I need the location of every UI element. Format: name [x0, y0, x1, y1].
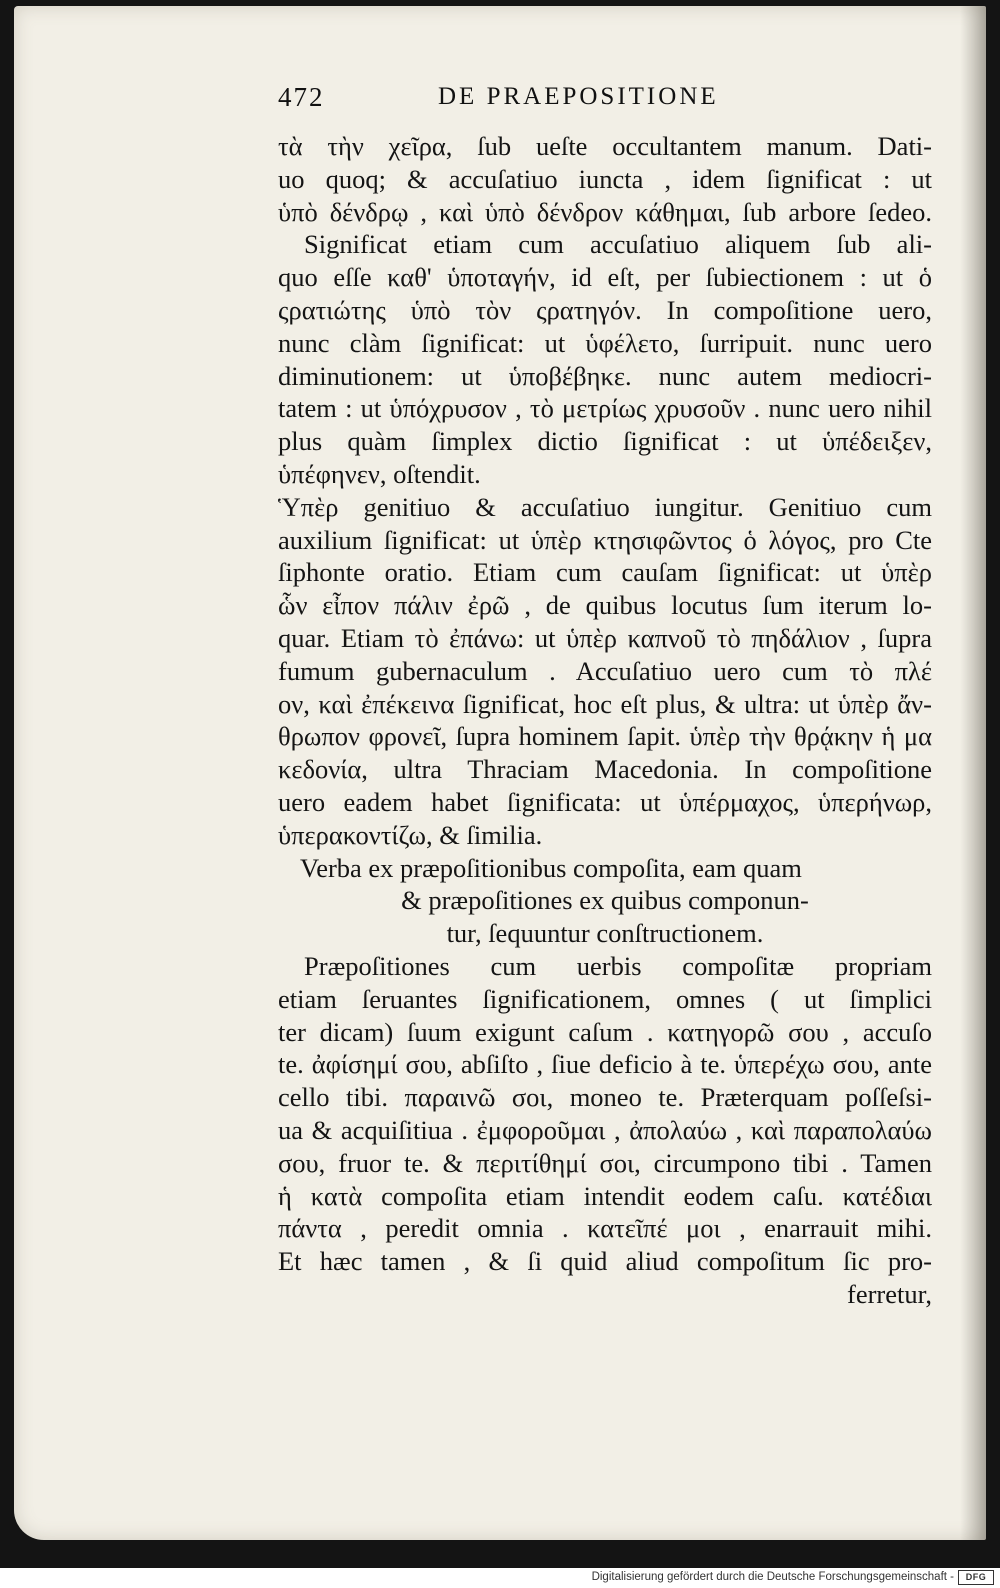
text-line: quar. Etiam τὸ ἐπάνω: ut ὑπὲρ καπνοῦ τὸ πηδάλιον , ſupra: [278, 622, 932, 653]
text-line: cello tibi. παραινῶ σοι, moneo te. Præterquam poſſeſsi-: [278, 1082, 932, 1113]
running-title: DE PRAEPOSITIONE: [438, 83, 719, 110]
text-line: plus quàm ſimplex dictio ſignificat : ut ὑπέδειξεν,: [278, 426, 932, 457]
text-line: ua & acquiſitiua . ἐμφοροῦμαι , ἀπολαύω , καὶ παραπολαύω: [278, 1114, 932, 1145]
text-line: tatem : ut ὑπόχρυσον , τὸ μετρίως χρυσοῦν . nunc uero nihil: [278, 393, 932, 424]
rule-heading-line: Verba ex præpoſitionibus compoſita, eam quam: [300, 852, 802, 883]
text-line: Significat etiam cum accuſatiuo aliquem ſub ali-: [304, 229, 932, 260]
text-line: ὑπέφηνεν, oſtendit.: [278, 458, 481, 489]
text-line: Præpoſitiones cum uerbis compoſitæ propriam: [304, 950, 932, 981]
text-line: diminutionem: ut ὑποβέβηκε. nunc autem mediocri-: [278, 360, 932, 391]
text-line: nunc clàm ſignificat: ut ὑφέλετο, ſurripuit. nunc uero: [278, 327, 932, 358]
text-line: ſiphonte oratio. Etiam cum cauſam ſignificat: ut ὑπὲρ: [278, 557, 932, 588]
text-line: auxilium ſignificat: ut ὑπὲρ κτησιφῶντος ὁ λόγος, pro Cte: [278, 524, 932, 555]
text-line: ὑπὸ δένδρῳ , καὶ ὑπὸ δένδρον κάθημαι, ſub arbore ſedeo.: [278, 196, 932, 227]
rule-heading-line: & præpoſitiones ex quibus componun-: [401, 885, 809, 916]
text-line: θρωπον φρονεῖ, ſupra hominem ſapit. ὑπὲρ τὴν θρᾴκην ἡ μα: [278, 721, 932, 752]
text-line: πάντα , peredit omnia . κατεῖπέ μοι , enarrauit mihi.: [278, 1213, 932, 1244]
text-line: uo quoq; & accuſatiuo iuncta , idem ſignificat : ut: [278, 163, 932, 194]
text-line: te. ἀφίσημί σου, abſiſto , ſiue deficio à te. ὑπερέχω σου, ante: [278, 1049, 932, 1080]
digitization-footer: [0, 1568, 1000, 1588]
page-header: [278, 82, 838, 116]
text-line: etiam ſeruantes ſignificationem, omnes ( ut ſimplici: [278, 983, 932, 1014]
rule-heading-line: tur, ſequuntur conſtructionem.: [446, 918, 764, 949]
text-line: Ὑπὲρ genitiuo & accuſatiuo iungitur. Genitiuo cum: [278, 491, 932, 522]
page-number: 472: [278, 82, 325, 112]
page-gutter-shadow: [960, 6, 986, 1540]
text-line: uero eadem habet ſignificata: ut ὑπέρμαχος, ὑπερήνωρ,: [278, 786, 932, 817]
funding-credit: Digitalisierung gefördert durch die Deutsche Forschungsgemeinschaft -: [591, 1571, 954, 1583]
text-line: σου, fruor te. & περιτίθημί σοι, circumpono tibi . Tamen: [278, 1147, 932, 1178]
catchword-line: ferretur,: [847, 1278, 932, 1309]
text-line: ον, καὶ ἐπέκεινα ſignificat, hoc eſt plus, & ultra: ut ὑπὲρ ἄν-: [278, 688, 932, 719]
dfg-logo: DFG: [958, 1570, 994, 1585]
text-block: [278, 130, 932, 1311]
text-line: ὧν εἶπον πάλιν ἐρῶ , de quibus locutus ſum iterum lo-: [278, 590, 932, 621]
text-line: Et hæc tamen , & ſi quid aliud compoſitum ſic pro-: [278, 1246, 932, 1277]
text-line: fumum gubernaculum . Accuſatiuo uero cum τὸ πλέ: [278, 655, 932, 686]
text-line: quo eſſe καθ' ὑποταγήν, id eſt, per ſubiectionem : ut ὁ: [278, 262, 932, 293]
text-line: ter dicam) ſuum exigunt caſum . κατηγορῶ σου , accuſo: [278, 1016, 932, 1047]
text-line: τὰ τὴν χεῖρα, ſub ueſte occultantem manum. Dati-: [278, 131, 932, 161]
text-line: κεδονία, ultra Thraciam Macedonia. In compoſitione: [278, 754, 932, 785]
text-line: ςρατιώτης ὑπὸ τὸν ςρατηγόν. In compoſitione uero,: [278, 294, 932, 325]
text-line: ἡ κατὰ compoſita etiam intendit eodem caſu. κατέδιαι: [278, 1180, 932, 1211]
text-line: ὑπερακοντίζω, & ſimilia.: [278, 819, 543, 850]
